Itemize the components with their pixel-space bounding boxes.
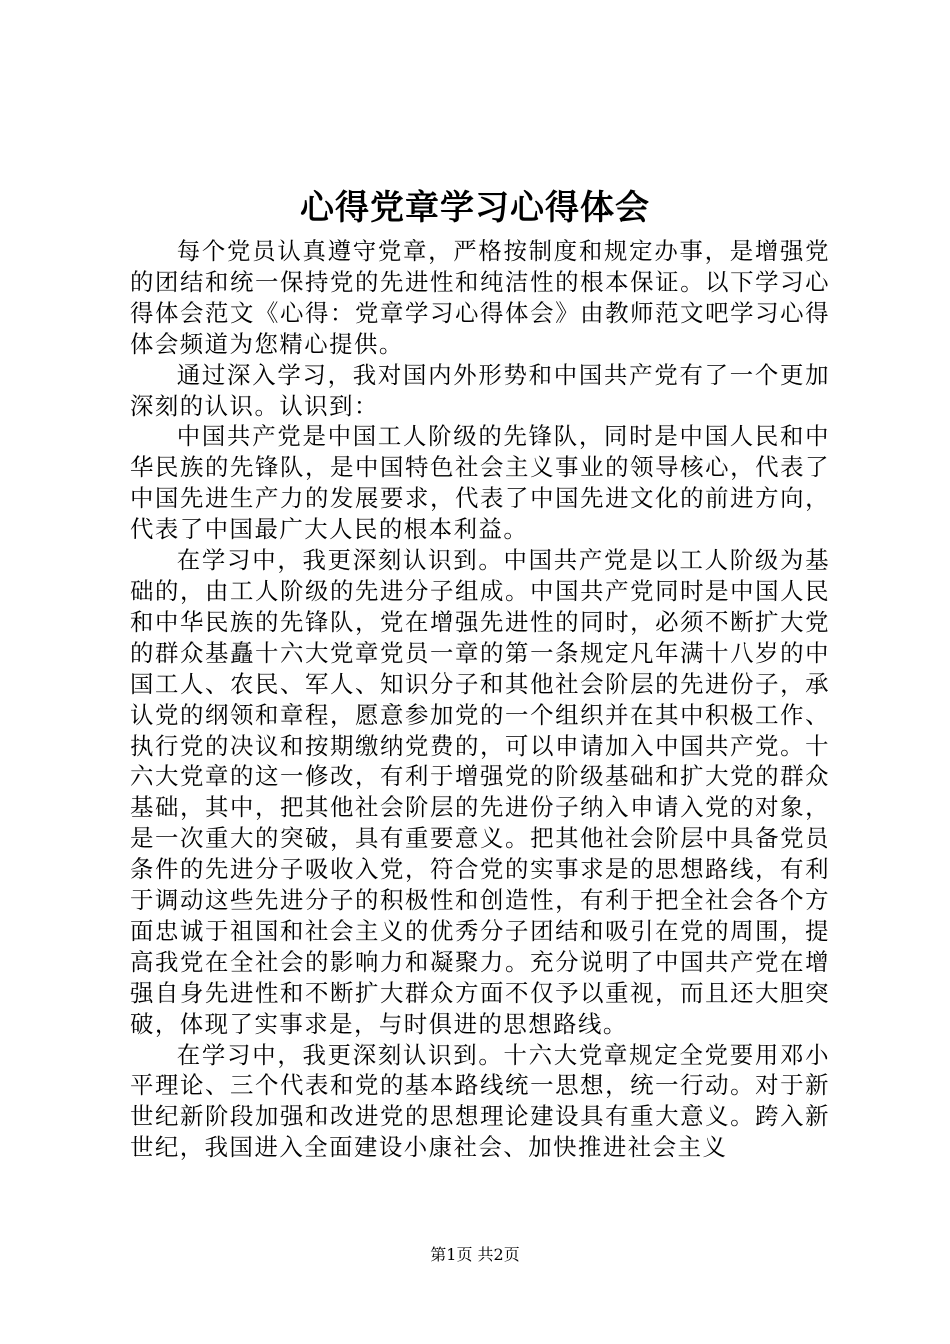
- paragraph: 通过深入学习，我对国内外形势和中国共产党有了一个更加深刻的认识。认识到：: [130, 360, 830, 420]
- paragraph: 在学习中，我更深刻认识到。中国共产党是以工人阶级为基础的，由工人阶级的先进分子组成。中国共产党同时是中国人民和中华民族的先锋队，党在增强先进性的同时，必须不断扩大党的群众基矗十六大党章党员一章的第一条规定凡年满十八岁的中国工人、农民、军人、知识分子和其他社会阶层的先进份子，承认党的纲领和章程，愿意参加党的一个组织并在其中积极工作、执行党的决议和按期缴纳党费的，可以申请加入中国共产党。十六大党章的这一修改，有利于增强党的阶级基础和扩大党的群众基础，其中，把其他社会阶层的先进份子纳入申请入党的对象，是一次重大的突破，具有重要意义。把其他社会阶层中具备党员条件的先进分子吸收入党，符合党的实事求是的思想路线，有利于调动这些先进分子的积极性和创造性，有利于把全社会各个方面忠诚于祖国和社会主义的优秀分子团结和吸引在党的周围，提高我党在全社会的影响力和凝聚力。充分说明了中国共产党在增强自身先进性和不断扩大群众方面不仅予以重视，而且还大胆突破，体现了实事求是，与时俱进的思想路线。: [130, 546, 830, 1038]
- paragraph: 在学习中，我更深刻认识到。十六大党章规定全党要用邓小平理论、三个代表和党的基本路线统一思想，统一行动。对于新世纪新阶段加强和改进党的思想理论建设具有重大意义。跨入新世纪，我国进入全面建设小康社会、加快推进社会主义: [130, 1040, 830, 1162]
- document-body: [130, 236, 830, 1163]
- document-title: 心得党章学习心得体会: [300, 188, 650, 228]
- page-number-footer: 第1页 共2页: [430, 1245, 520, 1264]
- paragraph: 中国共产党是中国工人阶级的先锋队，同时是中国人民和中华民族的先锋队，是中国特色社会主义事业的领导核心，代表了中国先进生产力的发展要求，代表了中国先进文化的前进方向，代表了中国最广大人民的根本利益。: [130, 422, 830, 544]
- paragraph: 每个党员认真遵守党章，严格按制度和规定办事，是增强党的团结和统一保持党的先进性和纯洁性的根本保证。以下学习心得体会范文《心得：党章学习心得体会》由教师范文吧学习心得体会频道为您精心提供。: [130, 237, 830, 358]
